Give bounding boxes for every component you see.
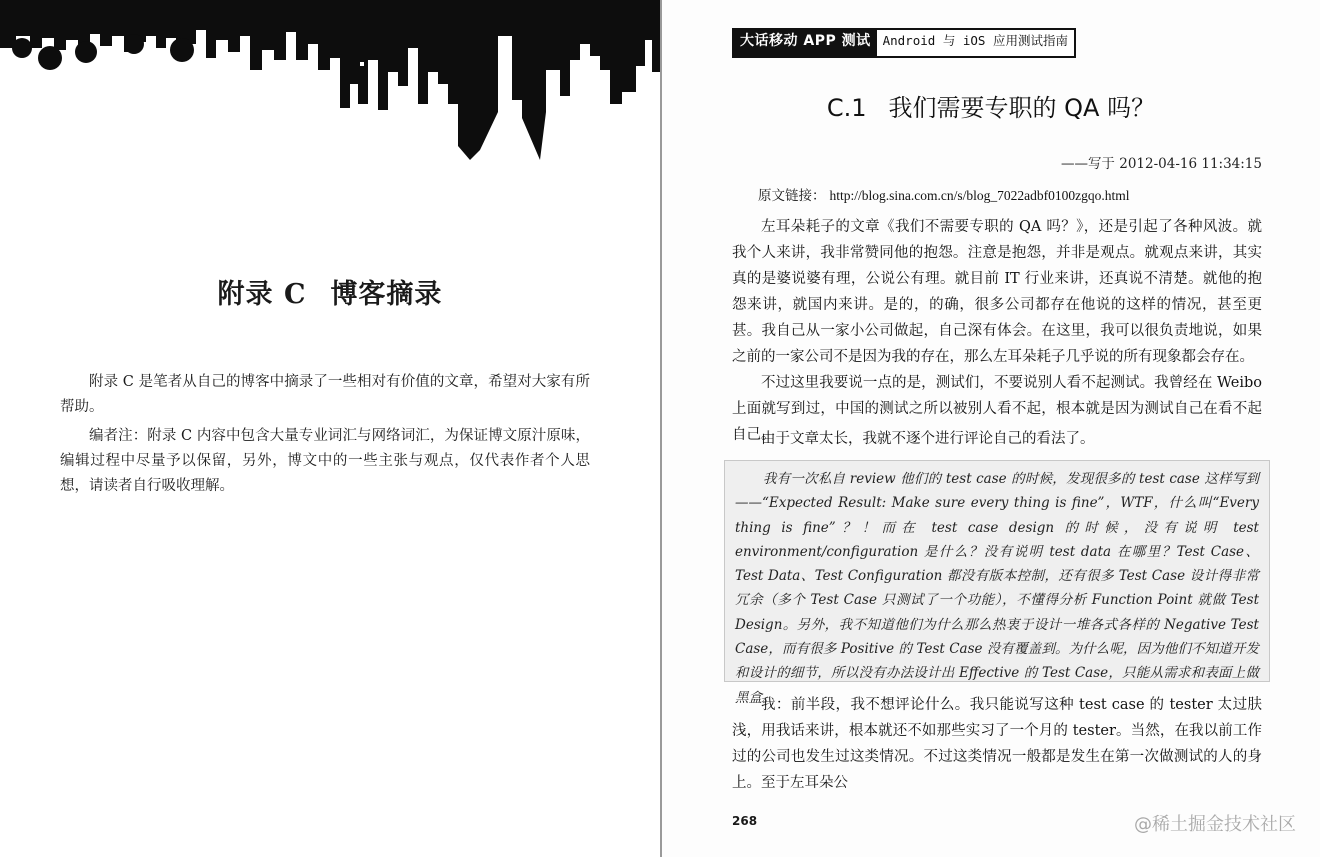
city-skyline-illustration	[0, 0, 660, 165]
original-link-label: 原文链接：	[758, 188, 826, 204]
book-header-badge	[732, 28, 1076, 58]
book-subtitle-label: Android 与 iOS 应用测试指南	[882, 33, 1068, 48]
section-title-text: 我们需要专职的 QA 吗？	[888, 94, 1156, 122]
quote-box	[724, 460, 1270, 706]
book-series-label: 大话移动 APP 测试	[734, 30, 877, 56]
appendix-title-text: 博客摘录	[330, 279, 443, 310]
appendix-title	[0, 272, 660, 311]
quote-text: 我有一次私自 review 他们的 test case 的时候，发现很多的 test case 这样写到——“Expected Result: Make sure every thing is fine”，WTF，什么叫“Every thing is fine”？！而在 test case design 的时候，没有说明 test environment/configuration 是什么？没有说明 test data 在哪里？Test Case、Test Data、Test Configuration 都没有版本控制，还有很多 Test Case 设计得非常冗余（多个 Test Case 只测试了一个功能），不懂得分析 Function Point 就做 Test Design。另外，我不知道他们为什么那么热衷于设计一堆各式各样的 Negative Test Case，而有很多 Positive 的 Test Case 没有覆盖到。为什么呢，因为他们不知道开发和设计的细节，所以没有办法设计出 Effective 的 Test Case，只能从需求和表面上做黑盒。	[735, 471, 1259, 706]
body-paragraph-1: 左耳朵耗子的文章《我们不需要专职的 QA 吗？》，还是引起了各种风波。就我个人来讲，我非常赞同他的抱怨。注意是抱怨，并非是观点。就观点来讲，其实真的是婆说婆有理，公说公有理。就目前 IT 行业来讲，还真说不清楚。就他的抱怨来讲，就国内来讲。是的，的确，很多公司都存在他说的这样的情况，甚至更甚。我自己从一家小公司做起，自己深有体会。在这里，我可以很负责地说，如果之前的一家公司不是因为我的存在，那么左耳朵耗子几乎说的所有现象都会存在。	[732, 219, 1262, 365]
editor-note-paragraph: 编者注：附录 C 内容中包含大量专业词汇与网络词汇，为保证博文原汁原味，编辑过程中尽量予以保留，另外，博文中的一些主张与观点，仅代表作者个人思想，请读者自行吸收理解。	[60, 428, 590, 494]
original-link	[758, 184, 1129, 204]
body-paragraph-2: 不过这里我要说一点的是，测试们，不要说别人看不起测试。我曾经在 Weibo 上面就写到过，中国的测试之所以被别人看不起，根本就是因为测试自己在看不起自己。	[732, 375, 1262, 443]
section-title	[662, 88, 1320, 123]
body-paragraph-3: 由于文章太长，我就不逐个进行评论自己的看法了。	[761, 431, 1095, 447]
post-date: ——写于 2012-04-16 11:34:15	[1060, 156, 1262, 172]
page-number: 268	[732, 814, 758, 828]
appendix-title-label: 附录 C	[217, 279, 307, 310]
body-paragraph-4: 我：前半段，我不想评论什么。我只能说写这种 test case 的 tester 太过肤浅，用我话来讲，根本就还不如那些实习了一个月的 tester。当然，在我以前工作过的公司也发生过这类情况。不过这类情况一般都是发生在第一次做测试的人的身上。至于左耳朵公	[732, 697, 1262, 791]
section-number: C.1	[826, 94, 867, 122]
appendix-intro-paragraph: 附录 C 是笔者从自己的博客中摘录了一些相对有价值的文章，希望对大家有所帮助。	[60, 374, 590, 415]
right-page	[662, 0, 1320, 857]
original-link-url: http://blog.sina.com.cn/s/blog_7022adbf0100zgqo.html	[829, 188, 1130, 203]
watermark: @稀土掘金技术社区	[1134, 814, 1296, 835]
